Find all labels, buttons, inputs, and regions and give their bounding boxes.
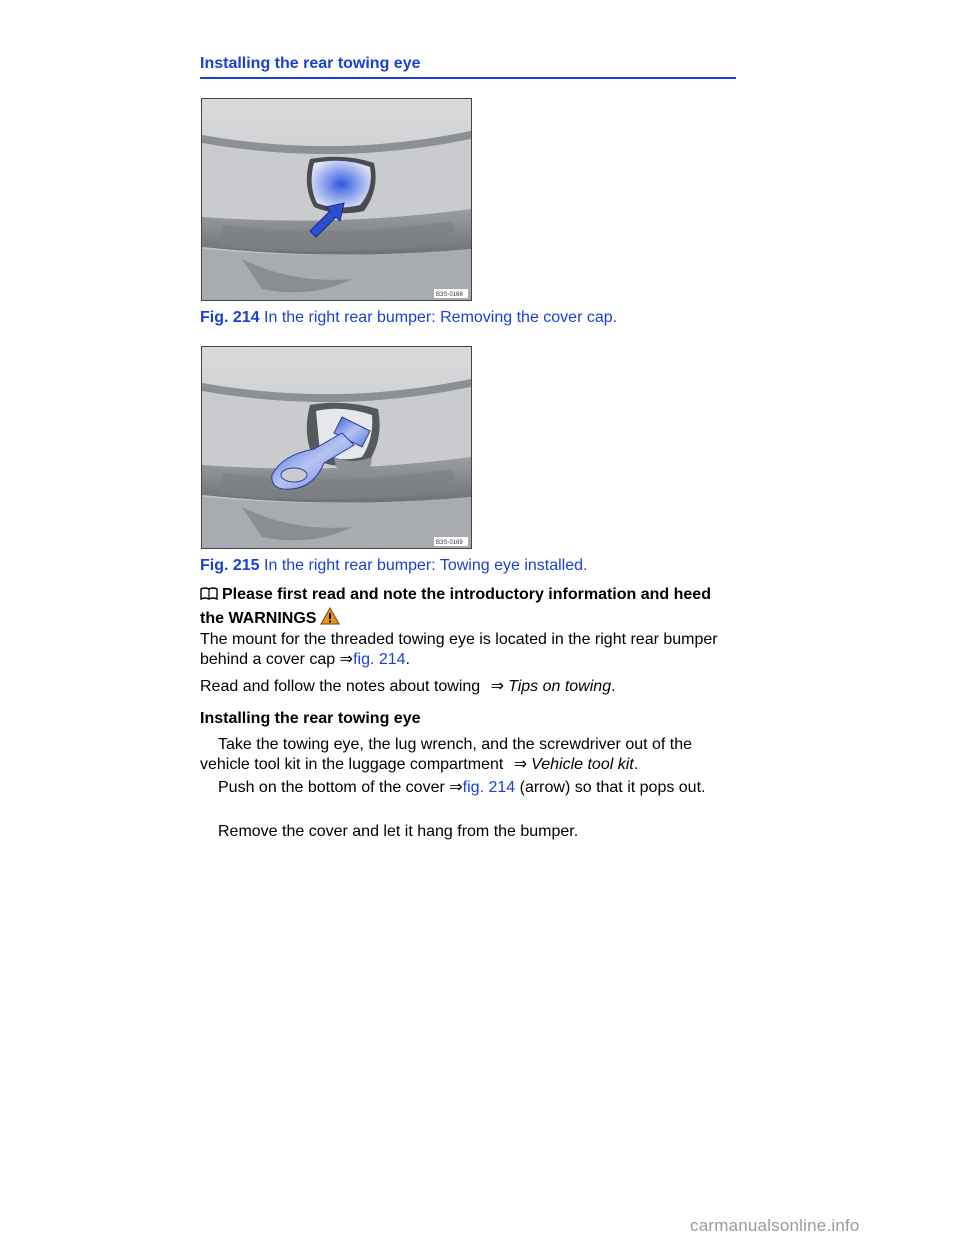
towing-text: Read and follow the notes about towing <box>200 678 481 695</box>
procedure-step-3: Remove the cover and let it hang from the bumper. <box>218 823 579 840</box>
vehicle-tool-kit-link[interactable]: Vehicle tool kit <box>531 756 634 773</box>
arrow-symbol: ⇒ <box>339 651 354 668</box>
watermark: carmanualsonline.info <box>690 1216 860 1235</box>
procedure-step-2 <box>200 778 740 798</box>
book-icon <box>200 587 218 607</box>
procedure-step-1: Take the towing eye, the lug wrench, and the screwdriver out of the vehicle tool kit in the luggage compartment ⇒ Vehicle tool kit. <box>200 736 693 773</box>
procedure-title: Installing the rear towing eye <box>200 710 421 727</box>
arrow-symbol: ⇒ <box>490 678 505 695</box>
intro-note <box>200 585 736 631</box>
bumper-cover-cap-illustration <box>202 99 471 300</box>
mount-paragraph: The mount for the threaded towing eye is located in the right rear bumper behind a cover cap ⇒fig. 214. <box>200 631 718 668</box>
figure-label: Fig. 215 <box>200 557 260 574</box>
figure-caption-text: In the right rear bumper: Removing the cover cap. <box>264 309 618 326</box>
mount-text: The mount for the threaded towing eye is located in the right rear bumper behind a cover cap <box>200 631 718 668</box>
towing-eye-installed-illustration <box>202 347 471 548</box>
step-text: Take the towing eye, the lug wrench, and the screwdriver out of the vehicle tool kit in the luggage compartment <box>200 736 693 773</box>
arrow-symbol: ⇒ <box>513 756 528 773</box>
section-title: Installing the rear towing eye <box>200 54 736 79</box>
fig-214-link[interactable]: fig. 214 <box>353 651 406 668</box>
figure-caption-text: In the right rear bumper: Towing eye installed. <box>264 557 588 574</box>
note-text: Please first read and note the introductory information and heed the WARNINGS <box>200 586 711 627</box>
figure-215-caption <box>200 556 587 576</box>
figure-image-code: B3S-0169 <box>436 540 463 546</box>
figure-214-caption <box>200 308 617 328</box>
step-text-after: (arrow) so that it pops out. <box>519 779 706 796</box>
arrow-symbol: ⇒ <box>449 779 463 796</box>
tips-on-towing-link[interactable]: Tips on towing <box>508 678 612 695</box>
figure-label: Fig. 214 <box>200 309 260 326</box>
towing-paragraph: Read and follow the notes about towing ⇒ Tips on towing. <box>200 678 616 695</box>
figure-214-image <box>201 98 472 301</box>
fig-214-link[interactable]: fig. 214 <box>462 779 516 796</box>
step-text: Push on the bottom of the cover <box>218 779 445 796</box>
warning-triangle-icon[interactable] <box>320 607 340 631</box>
figure-image-code: B3S-0168 <box>436 292 463 298</box>
figure-215-image <box>201 346 472 549</box>
